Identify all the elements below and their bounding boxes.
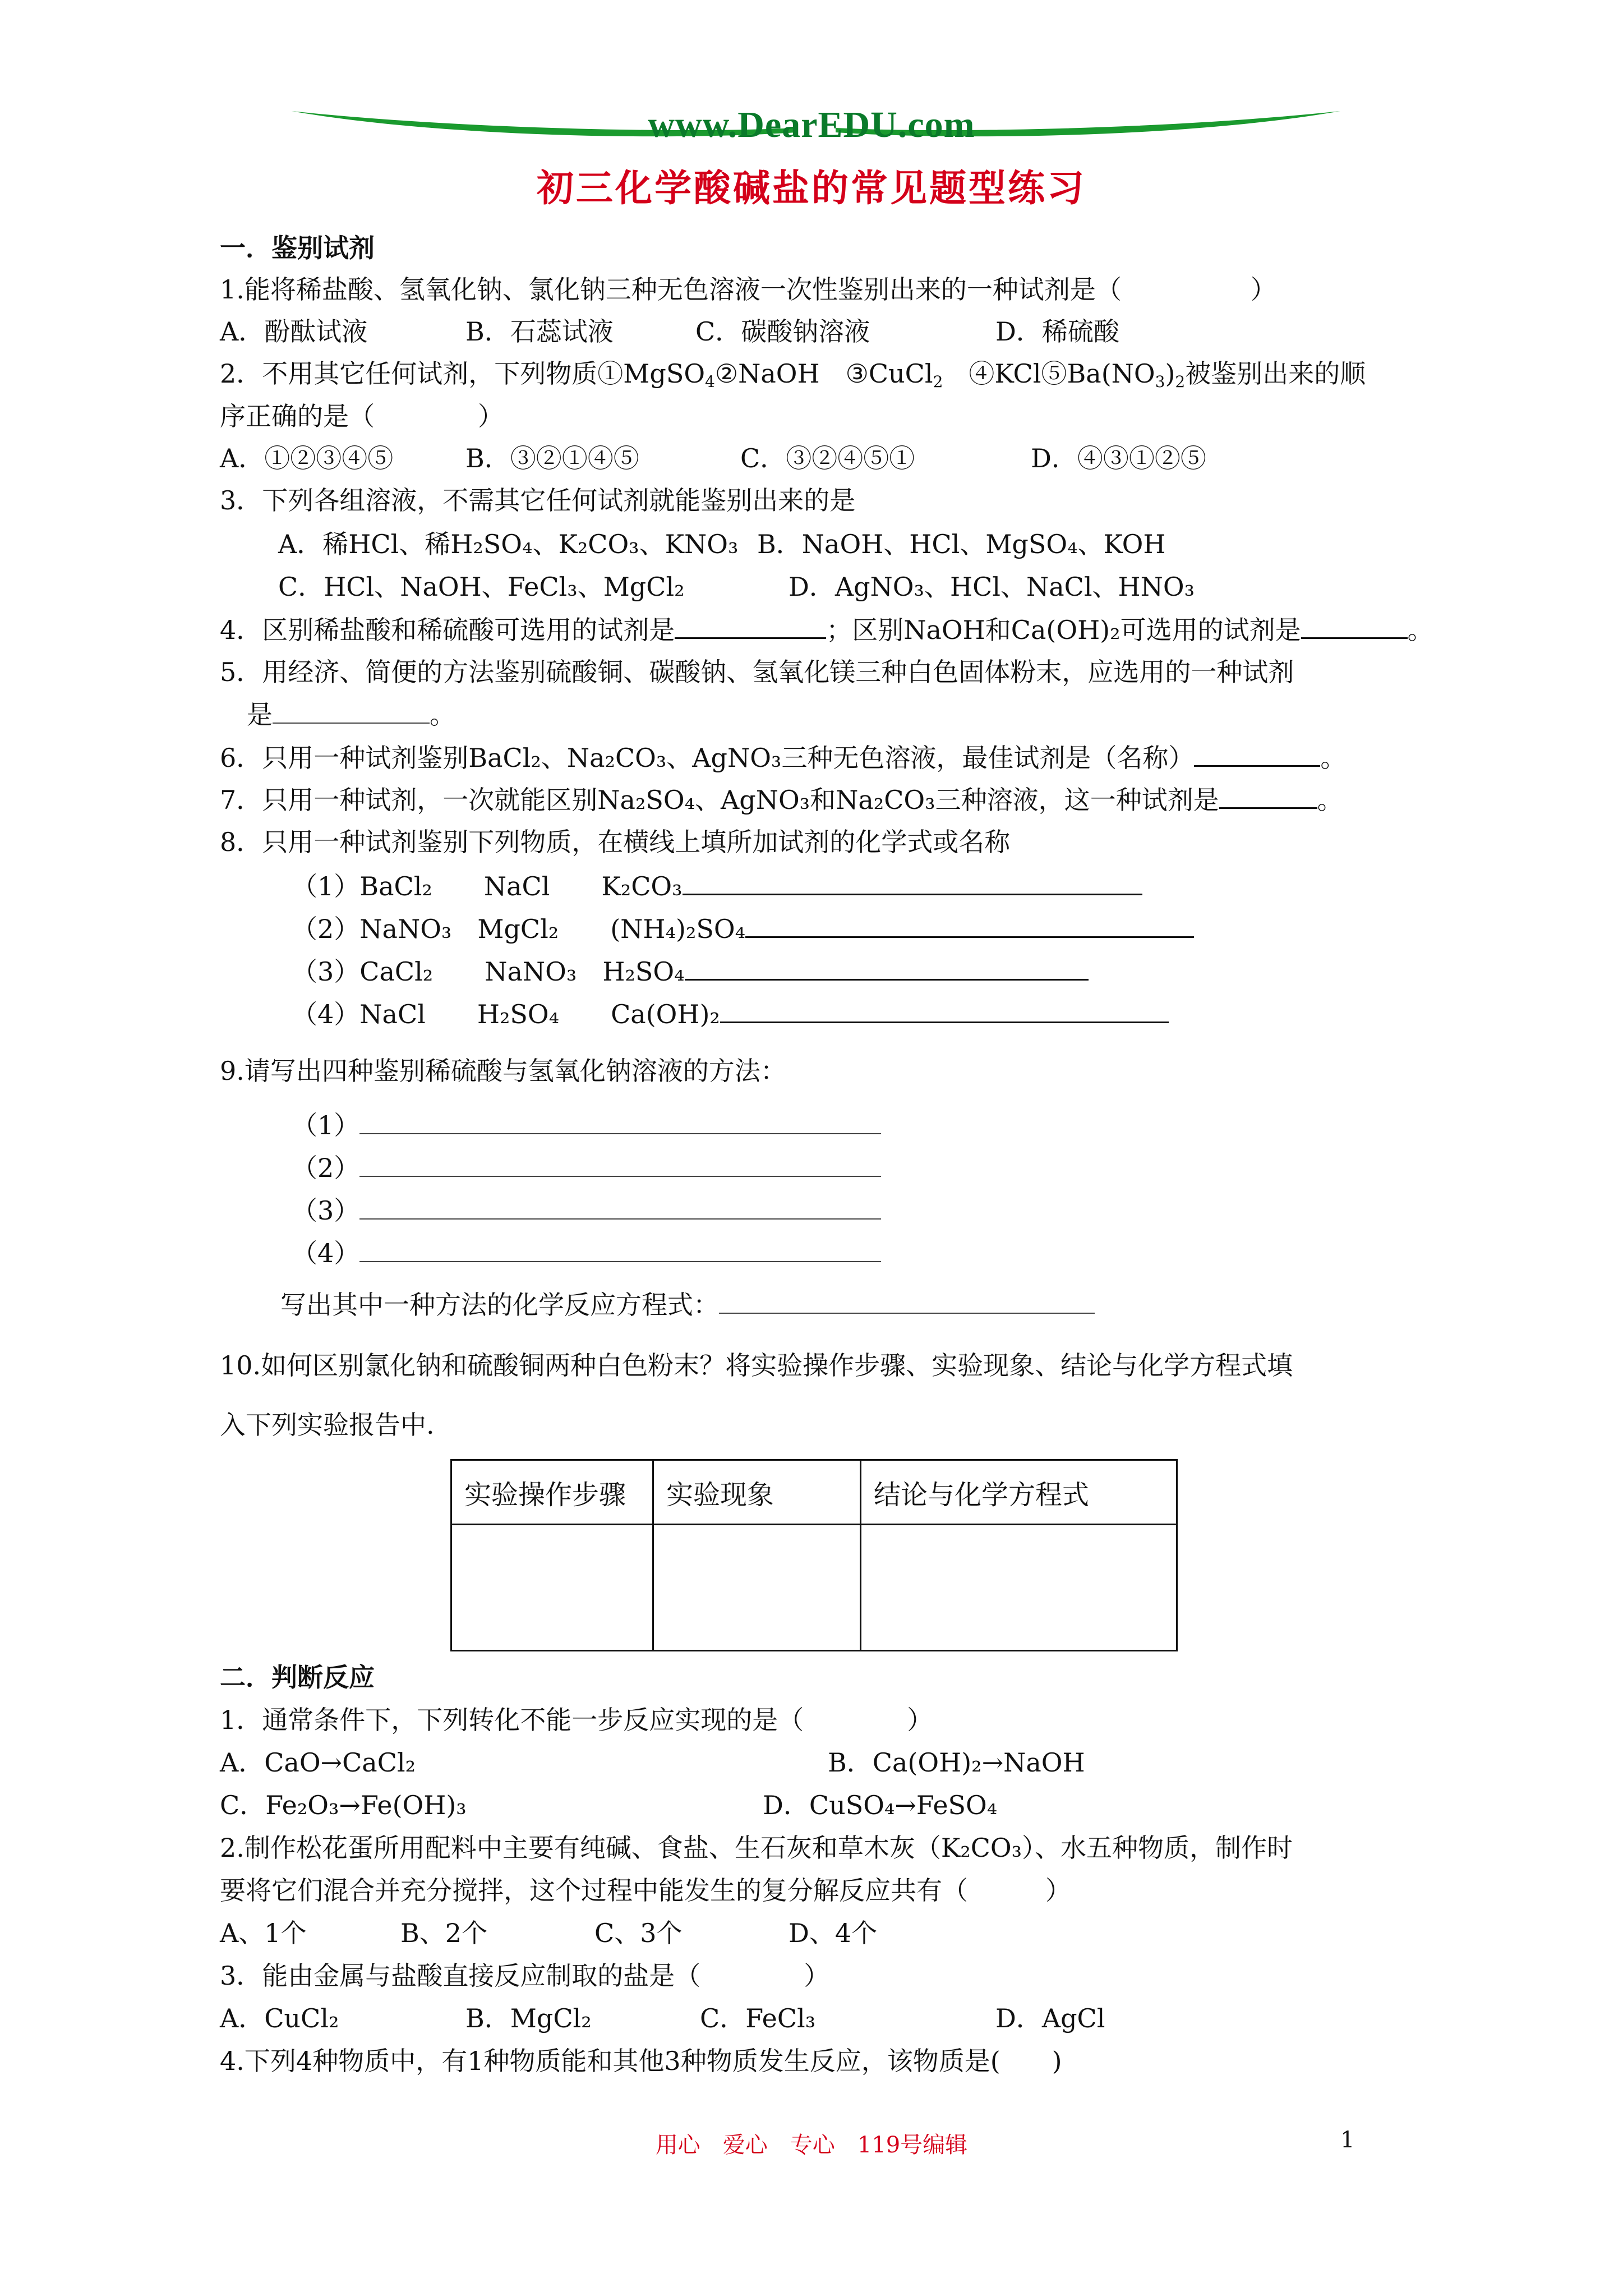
- q1-8-item: （3）CaCl₂ NaNO₃ H₂SO₄: [292, 954, 1089, 988]
- q1-7-line: 7．只用一种试剂，一次就能区别Na₂SO₄、AgNO₃和Na₂CO₃三种溶液，这一种试剂是 。: [220, 783, 1343, 817]
- q1-1-option-d: D．稀硫酸: [995, 316, 1119, 347]
- q1-3-option-d: D．AgNO₃、HCl、NaCl、HNO₃: [789, 572, 1195, 602]
- q2-2-option-b: B、2个: [400, 1918, 488, 1948]
- answer-blank[interactable]: [273, 698, 430, 724]
- q2-2-option-a: A、1个: [220, 1918, 307, 1948]
- q1-5-line2: 是 。: [247, 698, 455, 731]
- q1-10-line2: 入下列实验报告中.: [220, 1410, 435, 1440]
- q1-2-option-c: C．③②④⑤①: [740, 443, 915, 473]
- q1-9-stem: 9.请写出四种鉴别稀硫酸与氢氧化钠溶液的方法：: [220, 1056, 786, 1086]
- answer-blank[interactable]: [745, 912, 1194, 938]
- answer-blank[interactable]: [720, 997, 1169, 1023]
- q2-2-line1: 2.制作松花蛋所用配料中主要有纯碱、食盐、生石灰和草木灰（K₂CO₃）、水五种物质，制作时: [220, 1833, 1293, 1863]
- q2-1-option-c: C．Fe₂O₃→Fe(OH)₃: [220, 1790, 467, 1820]
- document-title: 初三化学酸碱盐的常见题型练习: [537, 166, 1086, 210]
- q1-1-option-a: A．酚酞试液: [220, 316, 368, 347]
- q1-2-line2: 序正确的是（ ）: [220, 401, 504, 431]
- q1-9-item: （1）: [292, 1108, 881, 1142]
- table-answer-cell[interactable]: [861, 1525, 1177, 1651]
- q2-3-stem: 3．能由金属与盐酸直接反应制取的盐是（ ）: [220, 1961, 830, 1991]
- answer-blank[interactable]: [683, 869, 1142, 895]
- q1-9-equation: 写出其中一种方法的化学反应方程式：: [280, 1288, 1095, 1322]
- table-header-cell: 实验现象: [653, 1460, 861, 1525]
- q2-3-option-a: A．CuCl₂: [220, 2003, 339, 2033]
- table-answer-cell[interactable]: [451, 1525, 653, 1651]
- q1-5-line1: 5．用经济、简便的方法鉴别硫酸铜、碳酸钠、氢氧化镁三种白色固体粉末，应选用的一种试剂: [220, 657, 1294, 687]
- q1-8-stem: 8．只用一种试剂鉴别下列物质，在横线上填所加试剂的化学式或名称: [220, 827, 1011, 857]
- page-footer: 用心 爱心 专心 119号编辑: [655, 2132, 968, 2158]
- q1-3-option-c: C．HCl、NaOH、FeCl₃、MgCl₂: [278, 572, 685, 602]
- q1-3-option-a: A．稀HCl、稀H₂SO₄、K₂CO₃、KNO₃: [278, 529, 739, 559]
- table-header-cell: 实验操作步骤: [451, 1460, 653, 1525]
- q1-2-option-d: D．④③①②⑤: [1031, 443, 1206, 473]
- answer-blank[interactable]: [685, 954, 1089, 981]
- q1-9-item: （3）: [292, 1194, 881, 1227]
- table-header-cell: 结论与化学方程式: [861, 1460, 1177, 1525]
- q2-3-option-b: B．MgCl₂: [465, 2003, 592, 2033]
- q1-1-stem: 1.能将稀盐酸、氢氧化钠、氯化钠三种无色溶液一次性鉴别出来的一种试剂是（ ）: [220, 274, 1276, 305]
- q1-2-option-b: B．③②①④⑤: [465, 443, 639, 473]
- answer-blank[interactable]: [1219, 783, 1317, 809]
- answer-blank[interactable]: [359, 1236, 881, 1262]
- q1-9-item: （2）: [292, 1151, 881, 1185]
- answer-blank[interactable]: [1301, 613, 1408, 639]
- q2-1-stem: 1．通常条件下，下列转化不能一步反应实现的是（ ）: [220, 1705, 933, 1735]
- q1-8-item: （2）NaNO₃ MgCl₂ (NH₄)₂SO₄: [292, 912, 1194, 946]
- experiment-report-table: [450, 1459, 1178, 1651]
- q2-4-stem: 4.下列4种物质中，有1种物质能和其他3种物质发生反应，该物质是( ): [220, 2046, 1062, 2076]
- q2-2-option-c: C、3个: [594, 1918, 683, 1948]
- q2-1-option-b: B．Ca(OH)₂→NaOH: [828, 1747, 1085, 1778]
- q2-1-option-a: A．CaO→CaCl₂: [220, 1747, 416, 1778]
- q2-2-line2: 要将它们混合并充分搅拌，这个过程中能发生的复分解反应共有（ ）: [220, 1875, 1071, 1906]
- answer-blank[interactable]: [359, 1194, 881, 1220]
- table-answer-cell[interactable]: [653, 1525, 861, 1651]
- q2-3-option-d: D．AgCl: [995, 2003, 1105, 2033]
- q1-10-line1: 10.如何区别氯化钠和硫酸铜两种白色粉末？将实验操作步骤、实验现象、结论与化学方程式填: [220, 1350, 1293, 1381]
- q1-2-option-a: A．①②③④⑤: [220, 443, 394, 473]
- section1-heading: 一．鉴别试剂: [220, 233, 375, 263]
- q1-4-line: 4．区别稀盐酸和稀硫酸可选用的试剂是 ；区别NaOH和Ca(OH)₂可选用的试剂是 。: [220, 613, 1433, 647]
- section2-heading: 二．判断反应: [220, 1662, 375, 1692]
- q1-3-option-b: B．NaOH、HCl、MgSO₄、KOH: [757, 529, 1166, 559]
- q1-6-line: 6．只用一种试剂鉴别BaCl₂、Na₂CO₃、AgNO₃三种无色溶液，最佳试剂是（名称） 。: [220, 740, 1346, 775]
- answer-blank[interactable]: [1194, 740, 1320, 767]
- q1-1-option-c: C．碳酸钠溶液: [695, 316, 870, 347]
- q2-1-option-d: D．CuSO₄→FeSO₄: [763, 1790, 998, 1820]
- q1-3-stem: 3．下列各组溶液，不需其它任何试剂就能鉴别出来的是: [220, 485, 856, 516]
- q1-8-item: （4）NaCl H₂SO₄ Ca(OH)₂: [292, 997, 1169, 1031]
- q1-2-line1: 2．不用其它任何试剂，下列物质①MgSO$_4$②NaOH ③CuCl$_2$ $④KCl⑤Ba(NO_3)_2$被鉴别出来的顺: [220, 358, 1366, 391]
- q1-9-item: （4）: [292, 1236, 881, 1270]
- q2-2-option-d: D、4个: [789, 1918, 878, 1948]
- page-number: 1: [1340, 2127, 1355, 2153]
- answer-blank[interactable]: [359, 1151, 881, 1177]
- site-banner-text: www.DearEDU.com: [648, 104, 975, 145]
- answer-blank[interactable]: [675, 613, 826, 639]
- answer-blank[interactable]: [359, 1108, 881, 1134]
- q1-1-option-b: B．石蕊试液: [465, 316, 614, 347]
- answer-blank[interactable]: [719, 1288, 1095, 1314]
- q2-3-option-c: C．FeCl₃: [700, 2003, 816, 2033]
- q1-8-item: （1）BaCl₂ NaCl K₂CO₃: [292, 869, 1142, 903]
